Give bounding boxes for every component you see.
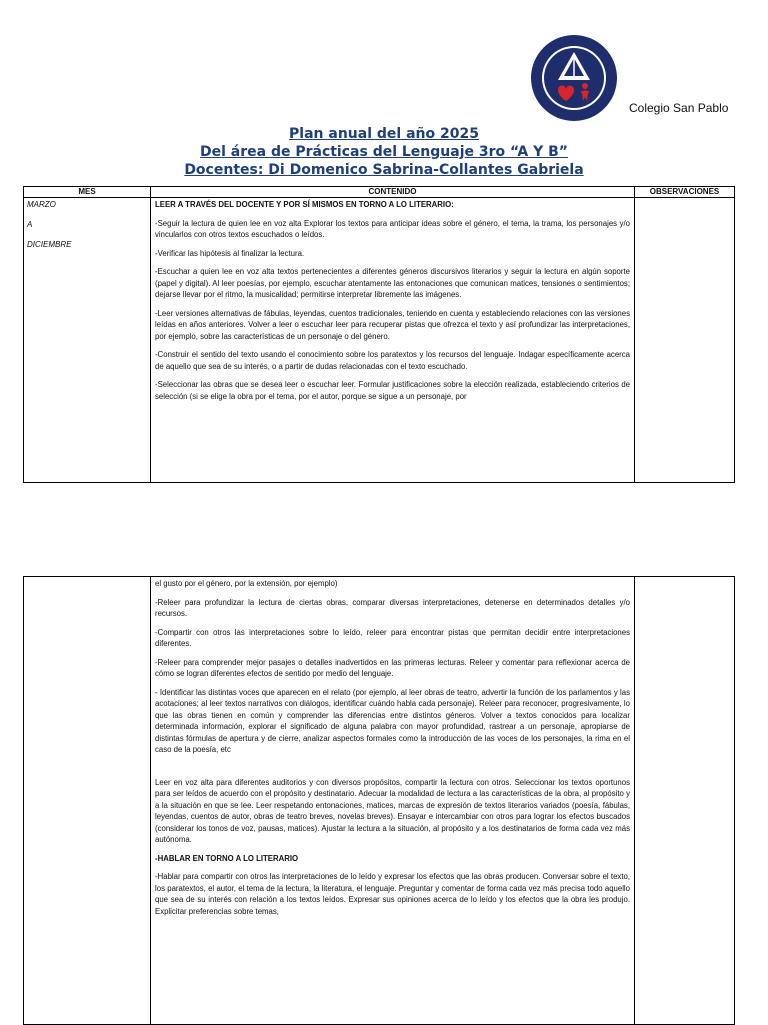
content-paragraph: -Releer para comprender mejor pasajes o detalles inadvertidos en las primeras lecturas. Releer y comentar para reflexionar acerca de cómo se logran diferentes efectos de sentido por medio del lenguaje.	[155, 657, 630, 678]
month-separator: A	[27, 220, 33, 229]
plan-table-page-2	[23, 576, 735, 1025]
observations-cell	[635, 198, 735, 483]
content-paragraph: -Releer para profundizar la lectura de ciertas obras, comparar diversas interpretaciones, detenerse en determinados detalles y/o recursos.	[155, 597, 630, 618]
content-paragraph: -Construir el sentido del texto usando el conocimiento sobre los paratextos y los recursos del lenguaje. Indagar específicamente acerca de aquello que sea de su interés, o a partir de dudas relacionadas con el texto escuchado.	[155, 350, 630, 371]
section-heading: -HABLAR EN TORNO A LO LITERARIO	[155, 853, 299, 863]
content-paragraph: -Leer versiones alternativas de fábulas, leyendas, cuentos tradicionales, teniendo en cuenta y estableciendo relaciones con las versiones leídas en años anteriores. Volver a leer o escuchar leer para recuperar pistas que ofrezca el texto y así profundizar las interpretaciones, por ejemplo, sobre las características de un personaje o del género.	[155, 308, 630, 341]
content-paragraph: -Compartir con otros las interpretaciones sobre lo leído, releer para encontrar pistas que permitan decidir entre interpretaciones diferentes.	[155, 627, 630, 648]
content-paragraph: -Verificar las hipótesis al finalizar la lectura.	[155, 248, 305, 258]
plan-table-page-1	[23, 186, 735, 483]
document-title	[0, 125, 768, 179]
month-end: DICIEMBRE	[27, 240, 72, 249]
title-line-3: Docentes: Di Domenico Sabrina-Collantes Gabriela	[184, 162, 584, 178]
month-cell	[24, 198, 151, 483]
header-observaciones: OBSERVACIONES	[635, 187, 735, 198]
title-line-2: Del área de Prácticas del Lenguaje 3ro “A Y B”	[199, 144, 568, 160]
header-contenido: CONTENIDO	[151, 187, 635, 198]
school-logo	[530, 34, 618, 122]
content-paragraph: el gusto por el género, por la extensión, por ejemplo)	[155, 579, 338, 588]
school-name: Colegio San Pablo	[629, 101, 729, 115]
content-paragraph: -Hablar para compartir con otros las interpretaciones de lo leído y expresar los efectos que las obras producen. Conversar sobre el texto, los paratextos, el autor, el tema de la lectura, la literatura, el lenguaje. Preguntar y comentar de forma cada vez más precisa todo aquello que sea de su interés con relación a los textos leídos. Expresar sus opiniones acerca de lo leído y los efectos que la obra les produjo. Explicitar preferencias sobre temas,	[155, 872, 630, 916]
content-paragraph: - Identificar las distintas voces que aparecen en el relato (por ejemplo, al leer obras de teatro, advertir la función de los parlamentos y las acotaciones; al leer textos narrativos con diálogos, identificar cuándo habla cada personaje). Releer para reconocer, progresivamente, lo que las obras tienen en común y comprender las diferencias entre distintos géneros. Volver a textos conocidos para localizar determinada información, explorar el significado de alguna palabra con mayor profundidad, rastrear a un personaje, apropiarse de distintas fórmulas de apertura y de cierre, analizar aspectos formales como la introducción de las voces de los personajes, la rima en el caso de la poesía, etc	[155, 687, 630, 754]
content-paragraph: -Escuchar a quien lee en voz alta textos pertenecientes a diferentes géneros discursivos literarios y seguir la lectura en algún soporte (papel y digital). Al leer poesías, por ejemplo, escuchar atentamente las entonaciones que comunican matices, tensiones o sentimientos; dejarse llevar por el ritmo, la musicalidad; permitirse interpretar libremente las imágenes.	[155, 267, 630, 299]
title-line-1: Plan anual del año 2025	[289, 126, 479, 142]
content-paragraph: Leer en voz alta para diferentes auditorios y con diversos propósitos, compartir la lectura con otros. Seleccionar los textos oportunos para ser leídos de acuerdo con el propósito y destinatario. Adecuar la modalidad de lectura a las características de la obra, al propósito y a la situación en que se lee. Leer respetando entonaciones, matices, marcas de expresión de textos literarios variados (poesía, fábulas, leyendas, cuentos de autor, obras de teatro breves, novelas breves). Ensayar e intercambiar con otros para lograr los efectos buscados (considerar los tonos de voz, pausas, matices). Ajustar la lectura a la situación, al propósito y a los destinatarios de forma cada vez más autónoma.	[155, 777, 630, 844]
month-start: MARZO	[27, 200, 56, 209]
section-heading: LEER A TRAVÉS DEL DOCENTE Y POR SÍ MISMOS EN TORNO A LO LITERARIO:	[155, 200, 454, 209]
month-cell	[24, 577, 151, 1025]
content-paragraph: -Seguir la lectura de quien lee en voz alta Explorar los textos para anticipar ideas sobre el género, el tema, la trama, los personajes y/o vincularlos con otros textos escuchados o leídos.	[155, 218, 630, 239]
content-paragraph: -Seleccionar las obras que se desea leer o escuchar leer. Formular justificaciones sobre la elección realizada, estableciendo criterios de selección (si se elige la obra por el tema, por el autor, porque se sigue a un personaje, por	[155, 380, 630, 401]
observations-cell	[635, 577, 735, 1025]
content-cell	[151, 577, 635, 1025]
content-cell	[151, 198, 635, 483]
header-mes: MES	[24, 187, 151, 198]
